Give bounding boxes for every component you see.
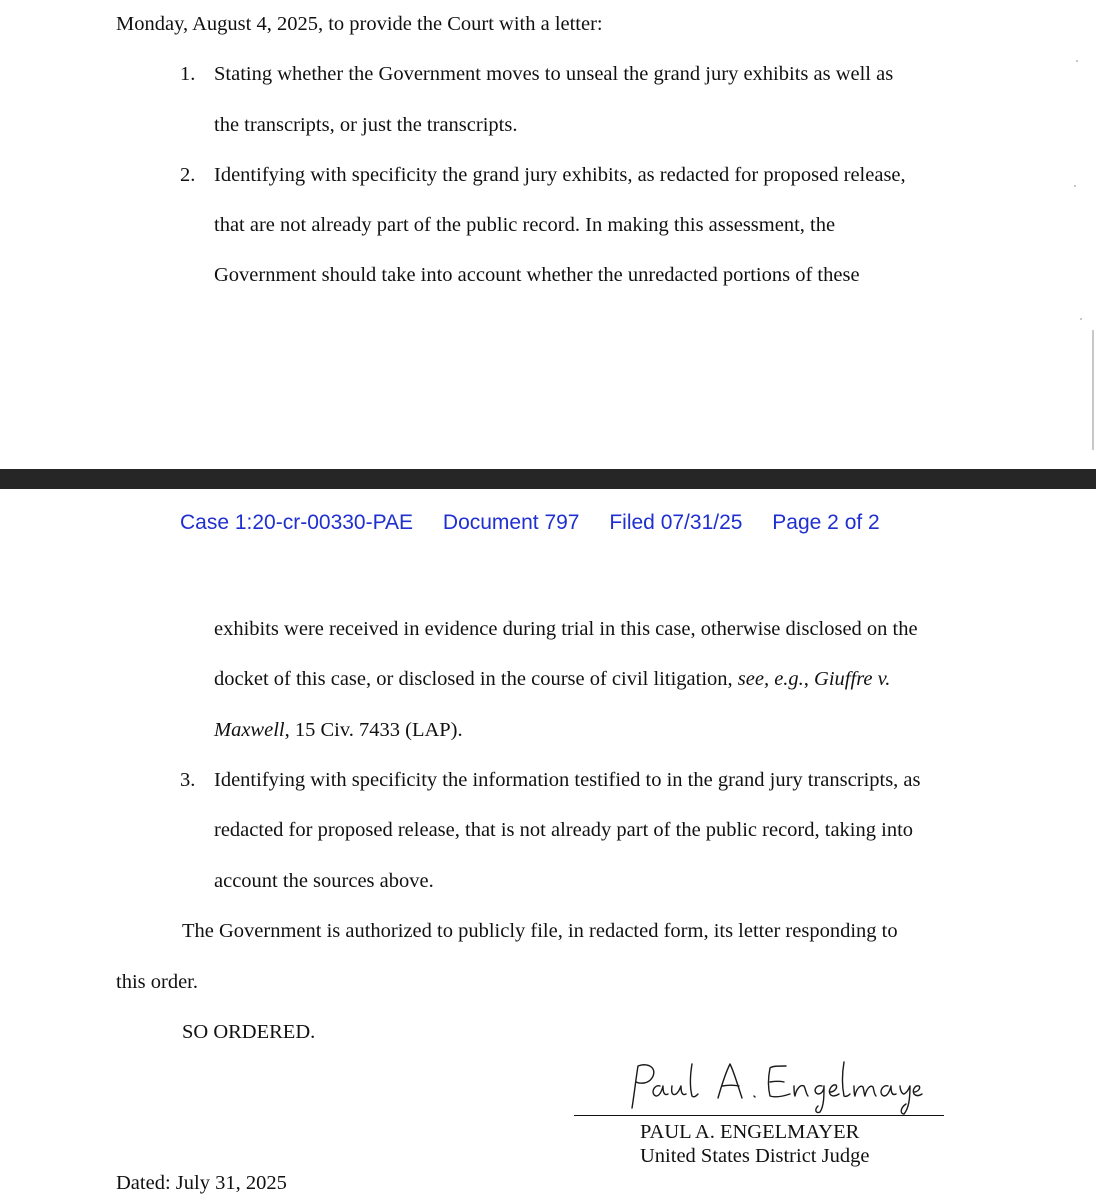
judge-signature xyxy=(626,1056,926,1116)
signer-title: United States District Judge xyxy=(640,1145,870,1167)
item-2-line-1: Identifying with specificity the grand jury exhibits, as redacted for proposed release, xyxy=(214,164,906,186)
citation-signal: see, e.g. xyxy=(737,668,804,690)
continued-line-1: exhibits were received in evidence during trial in this case, otherwise disclosed on the xyxy=(214,618,918,640)
continued-line-3 xyxy=(214,718,463,742)
item-1-number: 1. xyxy=(180,63,196,85)
item-1-line-2: the transcripts, or just the transcripts. xyxy=(214,114,518,136)
case-citation: , 15 Civ. 7433 (LAP). xyxy=(284,719,463,741)
authorization-line-2: this order. xyxy=(116,971,198,993)
item-3-number: 3. xyxy=(180,769,196,791)
scan-specks xyxy=(1066,0,1096,470)
item-2-line-2: that are not already part of the public record. In making this assessment, the xyxy=(214,214,836,236)
dated-line: Dated: July 31, 2025 xyxy=(116,1172,287,1194)
intro-line: Monday, August 4, 2025, to provide the Court with a letter: xyxy=(116,13,603,35)
page-count: Page 2 of 2 xyxy=(772,511,880,534)
continued-line-2 xyxy=(214,667,890,691)
document-number: Document 797 xyxy=(442,511,580,534)
case-number: Case 1:20-cr-00330-PAE xyxy=(180,511,414,534)
authorization-line-1: The Government is authorized to publicly file, in redacted form, its letter responding to xyxy=(182,920,898,942)
item-3-line-1: Identifying with specificity the information testified to in the grand jury transcripts, as xyxy=(214,769,921,791)
item-3-line-2: redacted for proposed release, that is not already part of the public record, taking into xyxy=(214,819,914,841)
item-1-line-1: Stating whether the Government moves to unseal the grand jury exhibits as well as xyxy=(214,63,894,85)
item-2-number: 2. xyxy=(180,164,196,186)
page-divider xyxy=(0,469,1096,489)
so-ordered: SO ORDERED. xyxy=(182,1021,316,1043)
signer-name: PAUL A. ENGELMAYER xyxy=(640,1121,860,1143)
item-2-line-3: Government should take into account whether the unredacted portions of these xyxy=(214,264,860,286)
case-name-part-2: Maxwell xyxy=(214,719,285,741)
continued-line-2-text: docket of this case, or disclosed in the course of civil litigation, xyxy=(214,668,738,690)
filed-date: Filed 07/31/25 xyxy=(609,511,743,534)
case-name-part-1: Giuffre v. xyxy=(814,668,891,690)
filing-header-stamp xyxy=(180,510,904,536)
signature-line xyxy=(574,1115,944,1116)
item-3-line-3: account the sources above. xyxy=(214,870,434,892)
citation-comma: , xyxy=(803,668,815,690)
